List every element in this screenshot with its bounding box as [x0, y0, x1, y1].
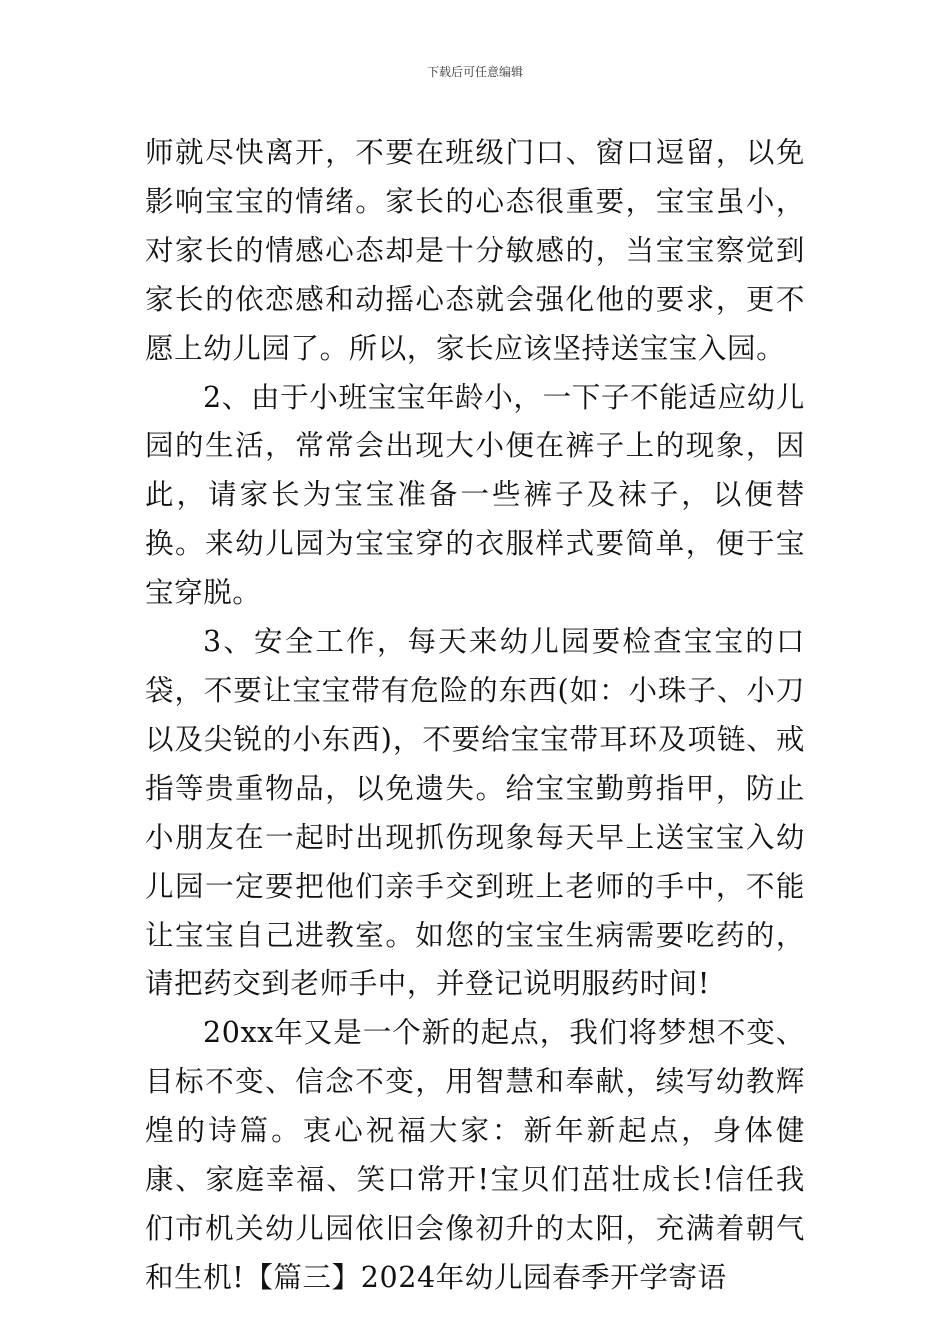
header-note: 下载后可任意编辑: [426, 65, 523, 79]
paragraph-item-3: 3、安全工作，每天来幼儿园要检查宝宝的口袋，不要让宝宝带有危险的东西(如：小珠子、小刀以及尖锐的小东西)，不要给宝宝带耳环及项链、戒指等贵重物品，以免遗失。给宝宝勤剪指甲，防止小朋友在一起时出现抓伤现象每天早上送宝宝入幼儿园一定要把他们亲手交到班上老师的手中，不能让宝宝自己进教室。如您的宝宝生病需要吃药的，请把药交到老师手中，并登记说明服药时间!: [145, 625, 805, 1001]
paragraph-item-2: 2、由于小班宝宝年龄小，一下子不能适应幼儿园的生活，常常会出现大小便在裤子上的现象，因此，请家长为宝宝准备一些裤子及袜子，以便替换。来幼儿园为宝宝穿的衣服样式要简单，便于宝宝穿脱。: [145, 380, 805, 610]
paragraph-continued: 师就尽快离开，不要在班级门口、窗口逗留，以免影响宝宝的情绪。家长的心态很重要，宝宝虽小，对家长的情感心态却是十分敏感的，当宝宝察觉到家长的依恋感和动摇心态就会强化他的要求，更不愿上幼儿园了。所以，家长应该坚持送宝宝入园。: [145, 136, 805, 365]
paragraph-closing: 20xx年又是一个新的起点，我们将梦想不变、目标不变、信念不变，用智慧和奉献，续写幼教辉煌的诗篇。衷心祝福大家：新年新起点，身体健康、家庭幸福、笑口常开!宝贝们茁壮成长!信任我们市机关幼儿园依旧会像初升的太阳，充满着朝气和生机!【篇三】2024年幼儿园春季开学寄语: [145, 1016, 805, 1294]
document-body: [145, 129, 805, 1303]
